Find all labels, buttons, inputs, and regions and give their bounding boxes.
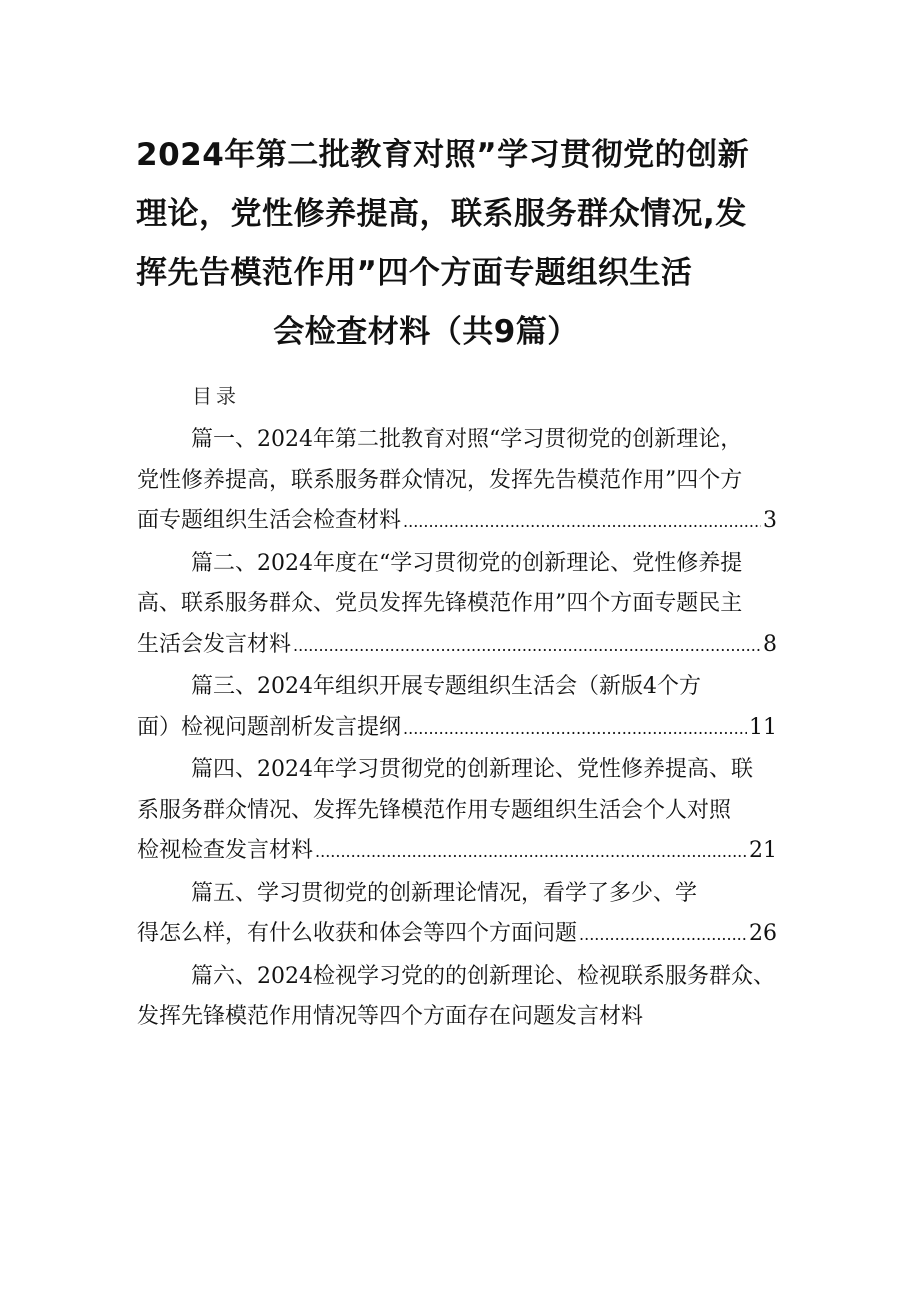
title-line: 2024年第二批教育对照”学习贯彻党的创新 bbox=[136, 137, 750, 173]
toc-entry-line: 得怎么样，有什么收获和体会等四个方面问题 bbox=[137, 921, 578, 946]
toc-entry-last-line bbox=[137, 831, 777, 873]
toc-heading: 目录 bbox=[192, 384, 240, 408]
toc-entry-line: 面专题组织生活会检查材料 bbox=[137, 508, 402, 533]
toc-entry-1[interactable] bbox=[137, 420, 797, 543]
toc-entry-line: 检视检查发言材料 bbox=[137, 838, 314, 863]
toc-leader-dots bbox=[403, 709, 747, 750]
toc-entry-line: 党性修养提高，联系服务群众情况，发挥先告模范作用”四个方 bbox=[137, 467, 743, 493]
toc-entry-3[interactable] bbox=[137, 667, 797, 749]
toc-leader-dots bbox=[403, 502, 761, 543]
toc-page-number: 3 bbox=[763, 508, 777, 533]
document-title bbox=[136, 126, 786, 362]
toc-entry-4[interactable] bbox=[137, 750, 797, 873]
toc-entry-line: 面）检视问题剖析发言提纲 bbox=[137, 714, 402, 740]
toc-page-number: 26 bbox=[749, 921, 777, 946]
toc-leader-dots bbox=[293, 626, 761, 667]
toc-entry-line: 篇二、2024年度在“学习贯彻党的创新理论、党性修养提 bbox=[191, 550, 743, 576]
toc-page-number: 8 bbox=[763, 631, 777, 657]
toc-entry-line: 高、联系服务群众、党员发挥先锋模范作用”四个方面专题民主 bbox=[137, 591, 743, 616]
toc-page-number: 11 bbox=[749, 714, 777, 740]
title-line: 会检查材料（共9篇） bbox=[273, 314, 579, 350]
toc-entry-2[interactable] bbox=[137, 544, 797, 667]
title-line: 理论，党性修养提高，联系服务群众情况,发 bbox=[136, 196, 747, 232]
toc-entry-line: 生活会发言材料 bbox=[137, 631, 292, 657]
toc-page-number: 21 bbox=[749, 838, 777, 863]
toc-entry-line: 系服务群众情况、发挥先锋模范作用专题组织生活会个人对照 bbox=[137, 797, 732, 823]
toc-entry-line: 篇五、学习贯彻党的创新理论情况，看学了多少、学 bbox=[191, 880, 698, 906]
toc-leader-dots bbox=[315, 832, 747, 873]
toc-entry-line: 篇一、2024年第二批教育对照“学习贯彻党的创新理论， bbox=[191, 427, 743, 452]
toc-entry-line: 篇六、2024检视学习党的的创新理论、检视联系服务群众、 bbox=[191, 963, 775, 989]
title-line: 挥先告模范作用”四个方面专题组织生活 bbox=[136, 255, 693, 291]
toc-entry-last-line bbox=[137, 914, 777, 956]
toc-entry-last-line bbox=[137, 501, 777, 543]
toc-entry-line: 发挥先锋模范作用情况等四个方面存在问题发言材料 bbox=[137, 1004, 644, 1029]
toc-entry-line: 篇四、2024年学习贯彻党的创新理论、党性修养提高、联 bbox=[191, 757, 753, 782]
toc-entry-5[interactable] bbox=[137, 874, 797, 956]
toc-entry-6[interactable] bbox=[137, 957, 797, 1038]
table-of-contents bbox=[137, 420, 797, 1038]
toc-leader-dots bbox=[579, 915, 747, 956]
toc-entry-line: 篇三、2024年组织开展专题组织生活会（新版4个方 bbox=[191, 674, 701, 699]
toc-entry-last-line bbox=[137, 625, 777, 667]
toc-entry-last-line bbox=[137, 708, 777, 750]
